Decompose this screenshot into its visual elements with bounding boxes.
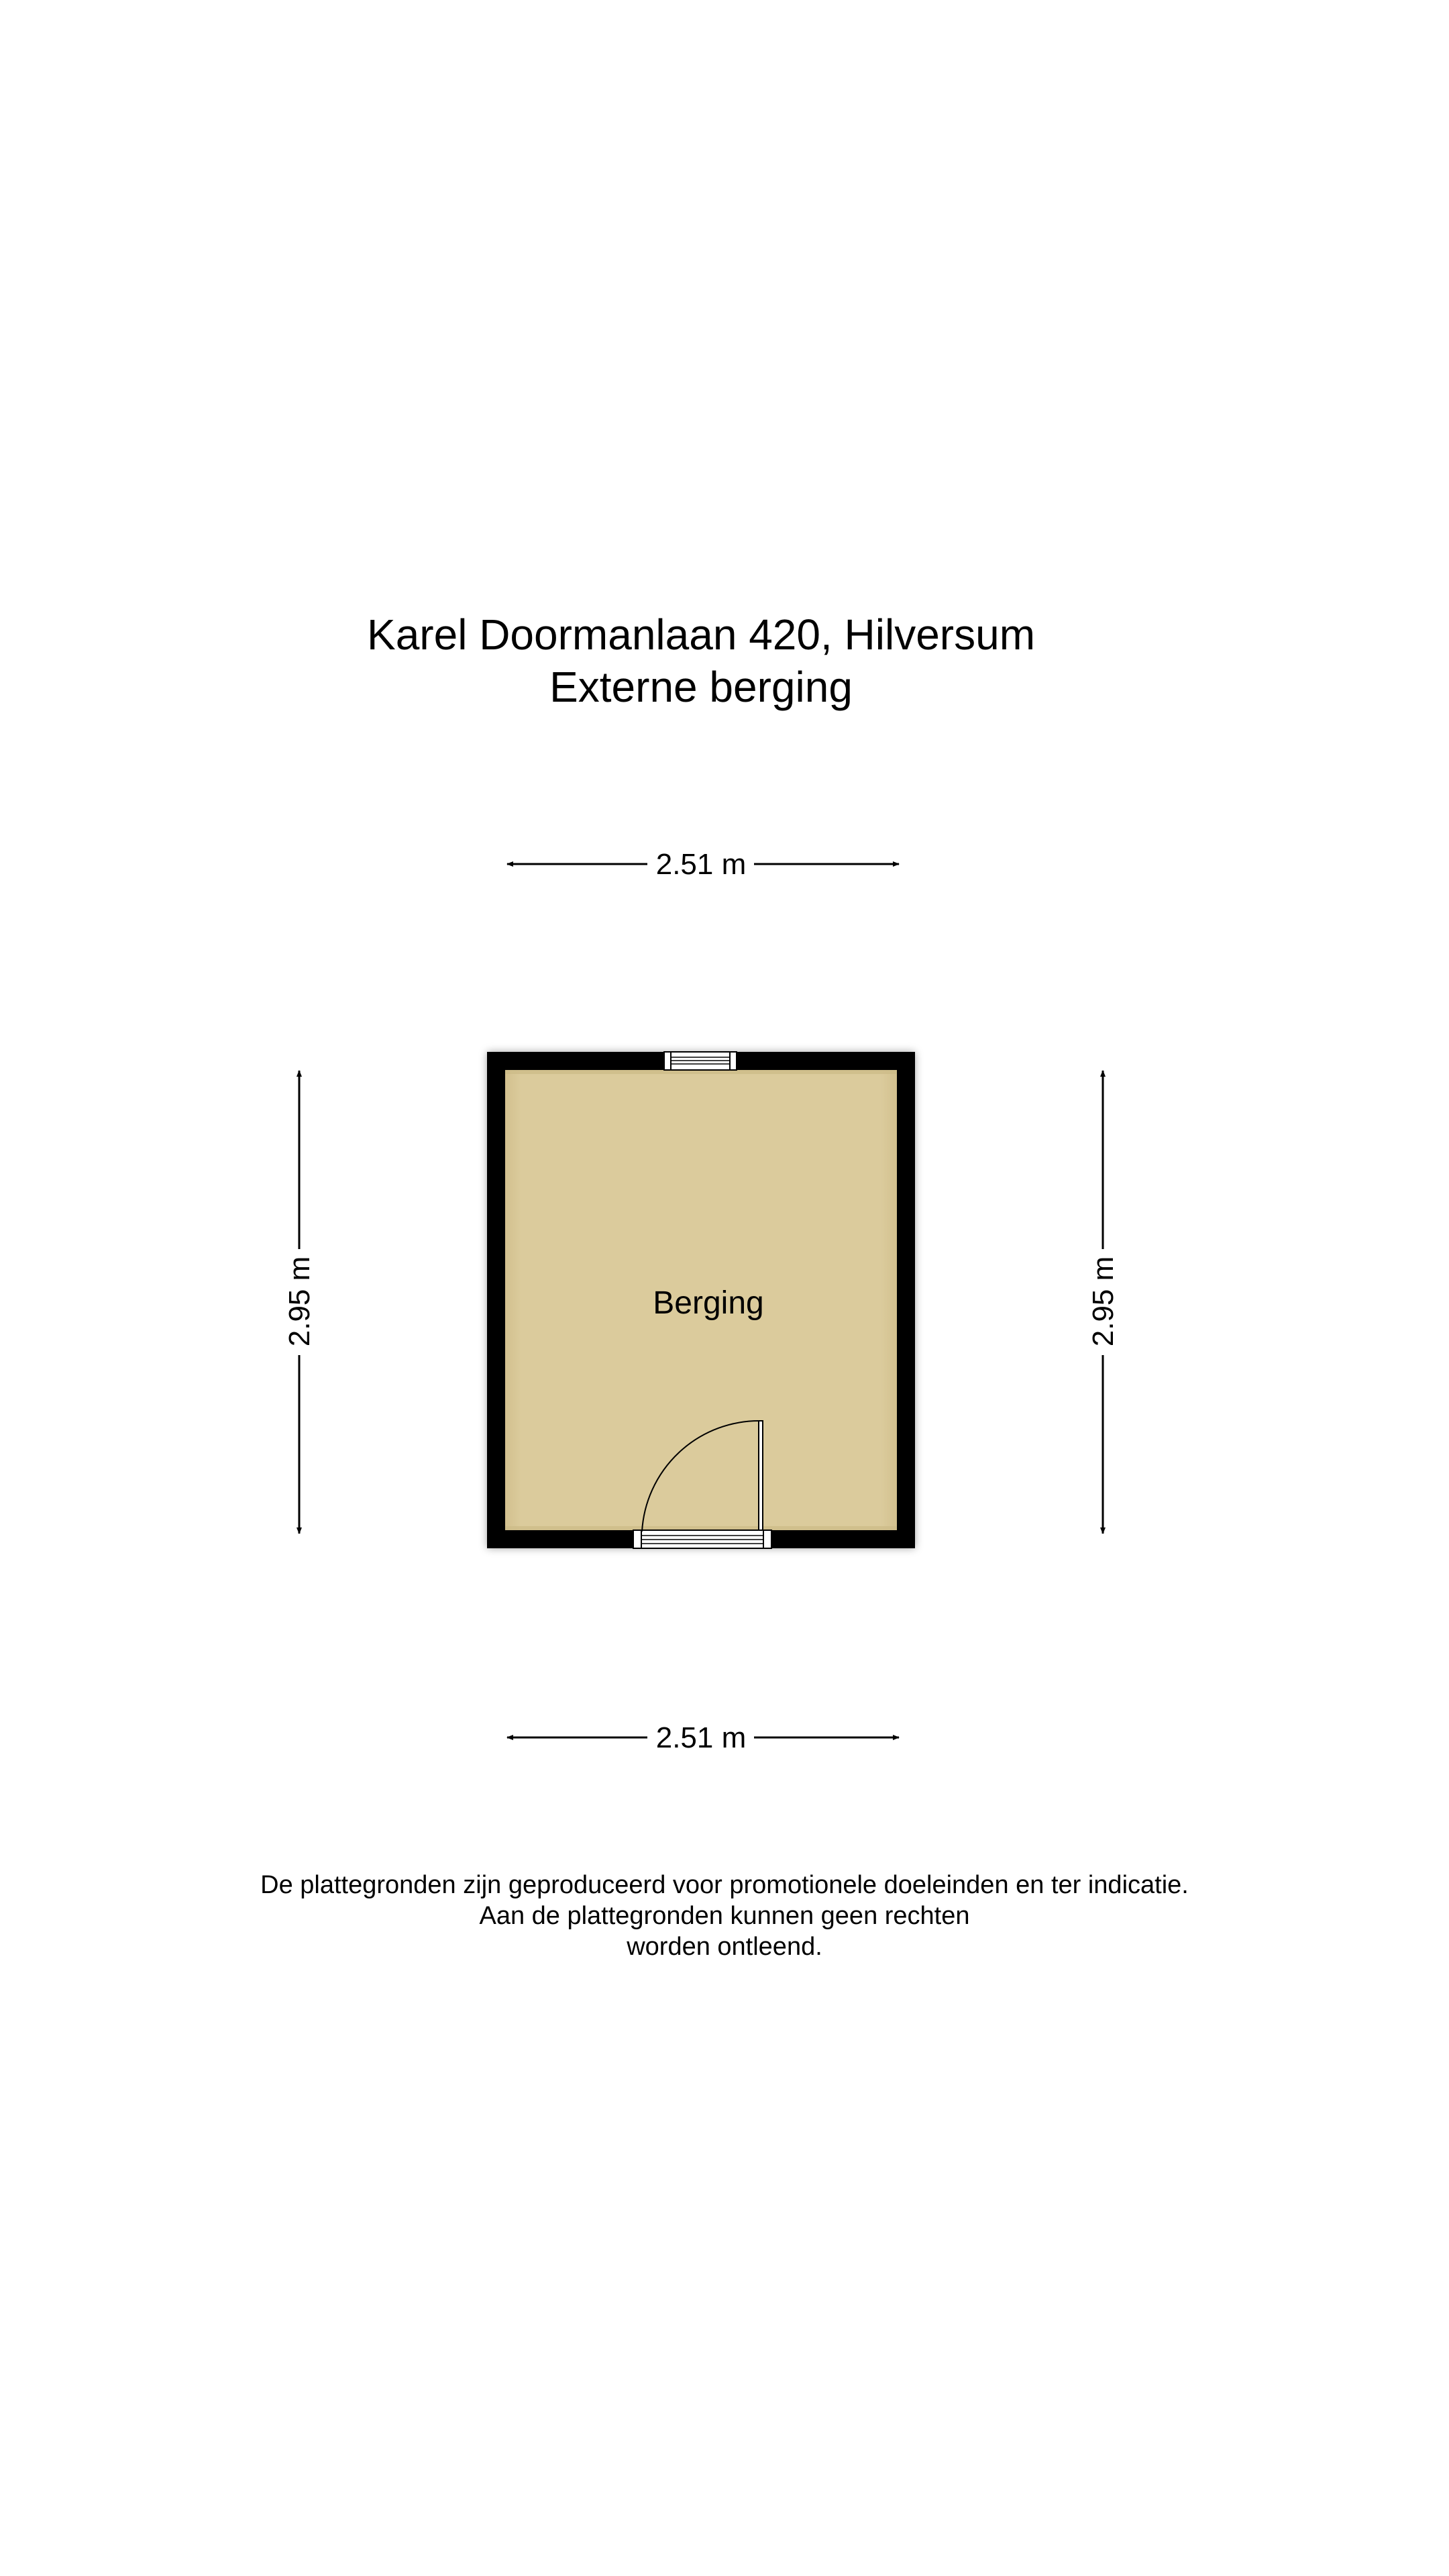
disclaimer-line-1: De plattegronden zijn geproduceerd voor promotionele doeleinden en ter indicatie.	[260, 1871, 1189, 1899]
door-leaf	[759, 1421, 763, 1530]
dimension-bottom-label: 2.51 m	[655, 1721, 747, 1754]
door-jamb-left	[633, 1530, 641, 1548]
window-jamb-left	[664, 1052, 671, 1070]
disclaimer-line-3: worden ontleend.	[627, 1933, 822, 1961]
dimension-top	[507, 848, 899, 881]
room-label: Berging	[653, 1285, 764, 1321]
dimension-top-label: 2.51 m	[655, 848, 747, 881]
dimension-bottom	[507, 1721, 899, 1754]
page-title: Karel Doormanlaan 420, Hilversum	[367, 610, 1035, 659]
dimension-left-label: 2.95 m	[283, 1256, 316, 1347]
room-berging	[487, 1052, 915, 1548]
disclaimer-line-2: Aan de plattegronden kunnen geen rechten	[479, 1902, 970, 1930]
dimension-left	[283, 1071, 316, 1534]
dimension-right	[1087, 1071, 1120, 1534]
door-jamb-right	[763, 1530, 771, 1548]
page-subtitle: Externe berging	[549, 663, 853, 711]
dimension-right-label: 2.95 m	[1087, 1256, 1120, 1347]
window-top	[664, 1052, 737, 1070]
window-jamb-right	[730, 1052, 737, 1070]
